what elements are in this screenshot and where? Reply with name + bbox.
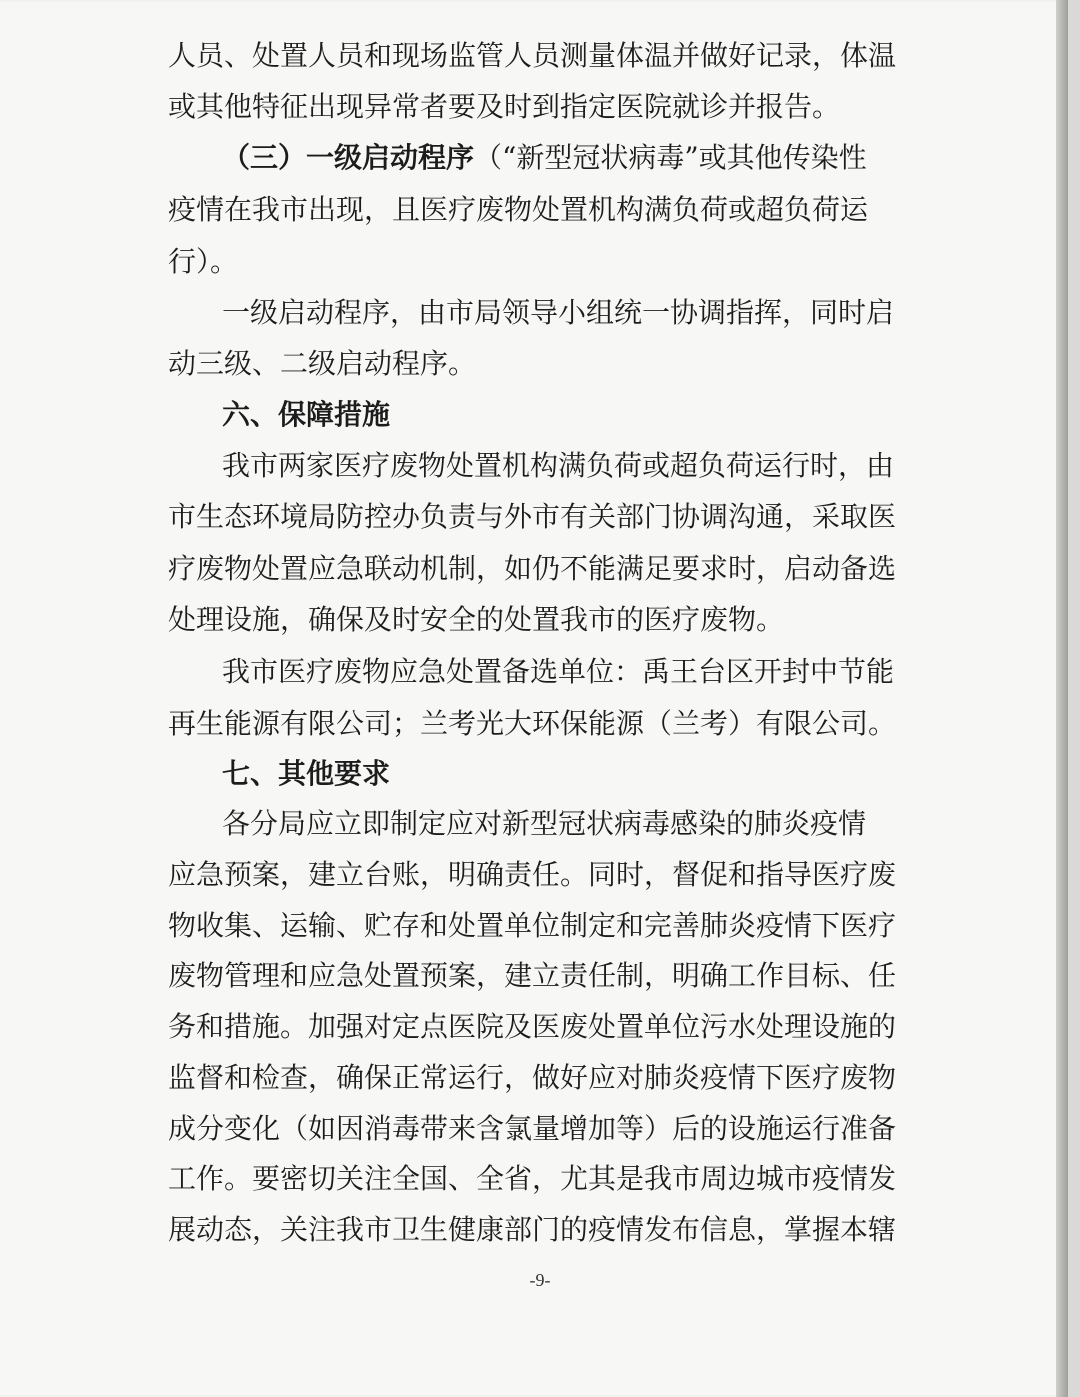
line-text: 再生能源有限公司；兰考光大环保能源（兰考）有限公司。 <box>168 707 897 740</box>
line-text: 物收集、运输、贮存和处置单位制定和完善肺炎疫情下医疗 <box>168 909 897 942</box>
line-text: 成分变化（如因消毒带来含氯量增加等）后的设施运行准备 <box>168 1112 897 1145</box>
text-line <box>0 594 1080 646</box>
text-line <box>0 184 1080 236</box>
heading-text: 七、其他要求 <box>222 757 391 790</box>
text-line <box>0 30 1080 82</box>
text-line <box>0 543 1080 595</box>
text-line <box>0 1001 1080 1053</box>
section-heading <box>0 389 1080 441</box>
line-text: 市生态环境局防控办负责与外市有关部门协调沟通，采取医 <box>168 500 897 533</box>
line-text: 一级启动程序，由市局领导小组统一协调指挥，同时启 <box>222 296 895 329</box>
line-text: 监督和检查，确保正常运行，做好应对肺炎疫情下医疗废物 <box>168 1061 897 1094</box>
text-line <box>0 849 1080 901</box>
line-text: 我市两家医疗废物处置机构满负荷或超负荷运行时，由 <box>222 449 895 482</box>
page-number: -9- <box>529 1270 551 1290</box>
text-line <box>0 287 1080 339</box>
line-text: 疫情在我市出现，且医疗废物处置机构满负荷或超负荷运 <box>168 193 869 226</box>
text-line <box>0 440 1080 492</box>
line-text: 工作。要密切关注全国、全省，尤其是我市周边城市疫情发 <box>168 1162 897 1195</box>
line-text: 处理设施，确保及时安全的处置我市的医疗废物。 <box>168 603 785 636</box>
text-line <box>0 236 1080 288</box>
text-line <box>0 491 1080 543</box>
section-heading <box>0 748 1080 800</box>
text-line <box>0 798 1080 850</box>
line-text: 人员、处置人员和现场监管人员测量体温并做好记录，体温 <box>168 39 897 72</box>
subsection-heading: （三）一级启动程序 <box>222 141 475 174</box>
text-line <box>0 1052 1080 1104</box>
heading-text: 六、保障措施 <box>222 398 391 431</box>
text-line <box>0 81 1080 133</box>
line-text: 或其他特征出现异常者要及时到指定医院就诊并报告。 <box>168 90 841 123</box>
line-text: 我市医疗废物应急处置备选单位：禹王台区开封中节能 <box>222 655 895 688</box>
line-text: 废物管理和应急处置预案，建立责任制，明确工作目标、任 <box>168 959 897 992</box>
section-heading-line <box>0 132 1080 184</box>
text-line <box>0 338 1080 390</box>
text-line <box>0 900 1080 952</box>
line-text: 行）。 <box>168 245 239 278</box>
line-text: 应急预案，建立台账，明确责任。同时，督促和指导医疗废 <box>168 858 897 891</box>
text-line <box>0 646 1080 698</box>
text-line <box>0 1204 1080 1256</box>
line-text: 展动态，关注我市卫生健康部门的疫情发布信息，掌握本辖 <box>168 1213 897 1246</box>
text-line <box>0 950 1080 1002</box>
text-line <box>0 1103 1080 1155</box>
line-text: 疗废物处置应急联动机制，如仍不能满足要求时，启动备选 <box>168 552 897 585</box>
line-text: 动三级、二级启动程序。 <box>168 347 477 380</box>
line-text: 各分局应立即制定应对新型冠状病毒感染的肺炎疫情 <box>222 807 867 840</box>
line-text: （“新型冠状病毒”或其他传染性 <box>474 141 867 174</box>
text-line <box>0 1153 1080 1205</box>
text-line <box>0 698 1080 750</box>
line-text: 务和措施。加强对定点医院及医废处置单位污水处理设施的 <box>168 1010 897 1043</box>
